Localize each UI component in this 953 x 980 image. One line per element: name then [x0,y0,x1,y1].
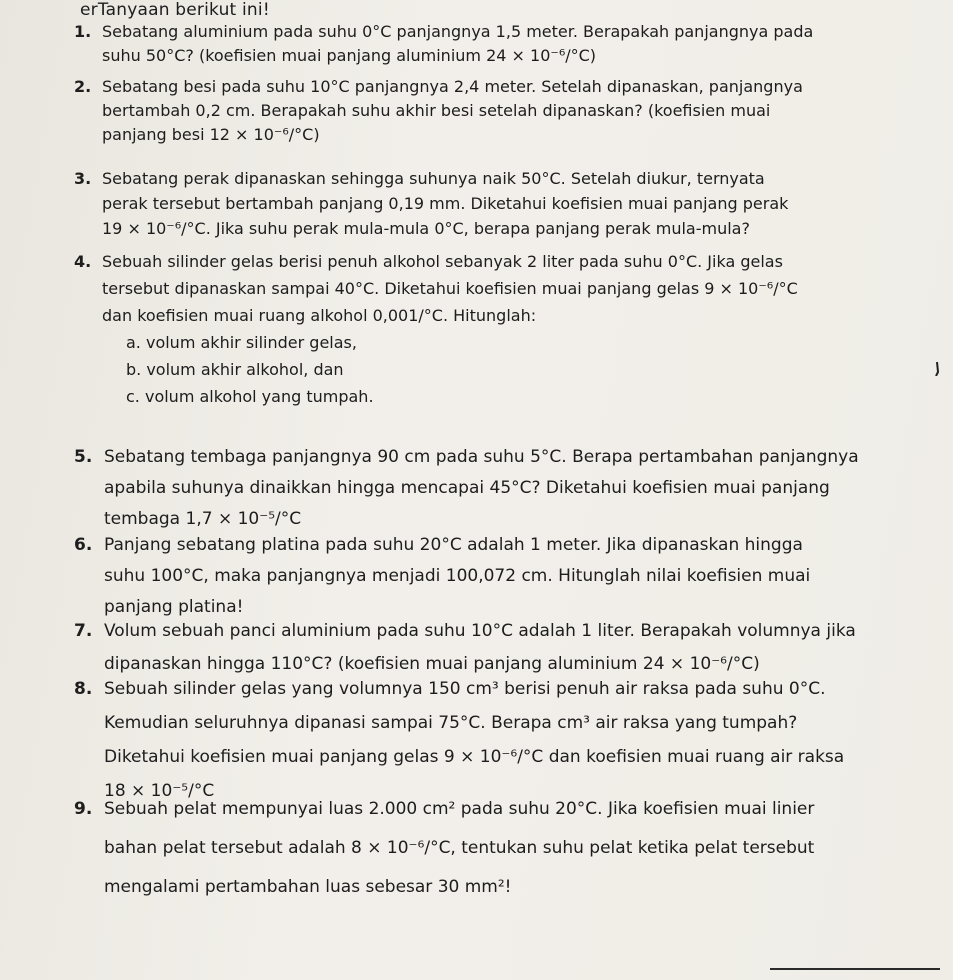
question-line: Volum sebuah panci aluminium pada suhu 10°C adalah 1 liter. Berapakah volumnya jika [104,621,856,641]
question-line: Sebuah silinder gelas yang volumnya 150 cm³ berisi penuh air raksa pada suhu 0°C. [104,679,826,699]
question-number: 1. [74,22,92,41]
question-line: Sebuah silinder gelas berisi penuh alkohol sebanyak 2 liter pada suhu 0°C. Jika gelas [102,252,783,271]
question-6 [74,530,893,623]
question-line: suhu 100°C, maka panjangnya menjadi 100,072 cm. Hitunglah nilai koefisien muai [104,566,811,586]
question-number: 3. [74,169,92,188]
question-line: Sebatang perak dipanaskan sehingga suhunya naik 50°C. Setelah diukur, ternyata [102,169,765,188]
question-line: Sebuah pelat mempunyai luas 2.000 cm² pada suhu 20°C. Jika koefisien muai linier [104,799,815,819]
sub-question-a: a. volum akhir silinder gelas, [126,333,357,352]
question-2 [74,75,893,147]
question-line: suhu 50°C? (koefisien muai panjang aluminium 24 × 10⁻⁶/°C) [102,46,597,65]
question-line: 18 × 10⁻⁵/°C [104,781,215,801]
question-line: Sebatang aluminium pada suhu 0°C panjangnya 1,5 meter. Berapakah panjangnya pada [102,22,814,41]
question-number: 9. [74,799,93,819]
question-number: 7. [74,621,93,641]
question-line: apabila suhunya dinaikkan hingga mencapai 45°C? Diketahui koefisien muai panjang [104,478,830,498]
question-4 [74,248,893,410]
question-5 [74,442,893,535]
question-line: perak tersebut bertambah panjang 0,19 mm. Diketahui koefisien muai panjang perak [102,194,789,213]
question-line: panjang besi 12 × 10⁻⁶/°C) [102,125,320,144]
question-line: tembaga 1,7 × 10⁻⁵/°C [104,509,302,529]
worksheet-header: erTanyaan berikut ini! [80,0,270,20]
question-number: 2. [74,77,92,96]
question-line: Diketahui koefisien muai panjang gelas 9 × 10⁻⁶/°C dan koefisien muai ruang air raksa [104,747,845,767]
question-line: bertambah 0,2 cm. Berapakah suhu akhir besi setelah dipanaskan? (koefisien muai [102,101,771,120]
question-8 [74,672,893,808]
question-number: 8. [74,679,93,699]
question-number: 6. [74,535,93,555]
question-9 [74,790,893,907]
question-line: dipanaskan hingga 110°C? (koefisien muai panjang aluminium 24 × 10⁻⁶/°C) [104,654,760,674]
question-line: Kemudian seluruhnya dipanasi sampai 75°C. Berapa cm³ air raksa yang tumpah? [104,713,798,733]
question-line: Panjang sebatang platina pada suhu 20°C adalah 1 meter. Jika dipanaskan hingga [104,535,803,555]
question-line: dan koefisien muai ruang alkohol 0,001/°C. Hitunglah: [102,306,537,325]
sub-question-c: c. volum alkohol yang tumpah. [126,387,374,406]
question-line: bahan pelat tersebut adalah 8 × 10⁻⁶/°C, tentukan suhu pelat ketika pelat tersebut [104,838,815,858]
pen-mark-decoration [934,362,940,376]
sub-question-b: b. volum akhir alkohol, dan [126,360,344,379]
question-number: 4. [74,252,92,271]
question-1 [74,20,893,68]
question-line: Sebatang tembaga panjangnya 90 cm pada suhu 5°C. Berapa pertambahan panjangnya [104,447,859,467]
question-3 [74,166,893,241]
question-line: 19 × 10⁻⁶/°C. Jika suhu perak mula-mula 0°C, berapa panjang perak mula-mula? [102,219,750,238]
question-line: Sebatang besi pada suhu 10°C panjangnya 2,4 meter. Setelah dipanaskan, panjangnya [102,77,803,96]
question-line: mengalami pertambahan luas sebesar 30 mm²! [104,877,512,897]
question-line: panjang platina! [104,597,244,617]
question-number: 5. [74,447,93,467]
question-line: tersebut dipanaskan sampai 40°C. Diketahui koefisien muai panjang gelas 9 × 10⁻⁶/°C [102,279,798,298]
bottom-edge-line [770,968,940,970]
